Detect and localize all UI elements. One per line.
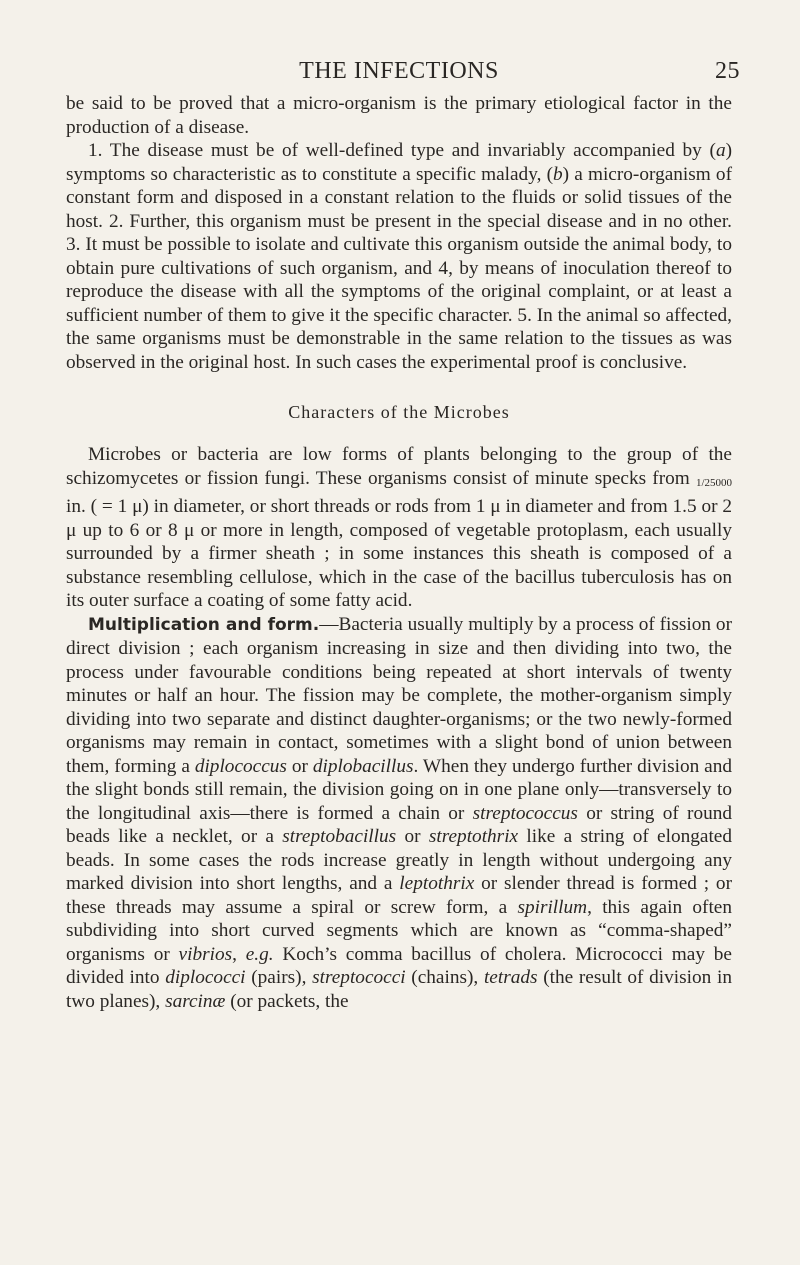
fraction-25000: 1/25000	[695, 476, 732, 489]
body-text	[66, 92, 732, 1013]
paragraph-postulates: 1. The disease must be of well-defined type and invariably accompanied by (a) symptoms so characteristic as to constitute a specific malady, (b) a micro-organism of constant form and disposed in a constant relation to the fluids or solid tissues of the host. 2. Further, this organism must be present in the special disease and in no other. 3. It must be possible to isolate and cultivate this organism outside the animal body, to obtain pure cultivations of such organism, and 4, by means of inoculation thereof to reproduce the disease with all the symptoms of the original complaint, or at least a sufficient number of them to give it the specific character. 5. In the animal so affected, the same organisms must be demonstrable in the same relation to the tissues as was observed in the original host. In such cases the experimental proof is conclusive.	[66, 140, 732, 373]
book-page	[66, 58, 740, 1013]
paragraph-continuation: be said to be proved that a micro-organism is the primary etiological factor in the production of a disease.	[66, 93, 732, 138]
run-in-heading: Multiplication and form.	[88, 614, 320, 635]
running-head	[66, 58, 740, 92]
paragraph-multiplication: Multiplication and form.—Bacteria usually multiply by a process of fission or direct division ; each organism increasing in size and then dividing into two, the process under favourable conditions being repeated at short intervals of twenty minutes or half an hour. The fission may be complete, the mother-organism simply dividing into two separate and distinct daughter-organisms; or the two newly-formed organisms may remain in contact, sometimes with a slight bond of union between them, forming a diplococcus or diplobacillus. When they undergo further division and the slight bonds still remain, the division going on in one plane only—transversely to the longitudinal axis—there is formed a chain or streptococcus or string of round beads like a necklet, or a streptobacillus or streptothrix like a string of elongated beads. In some cases the rods increase greatly in length without undergoing any marked division into short lengths, and a leptothrix or slender thread is formed ; or these threads may assume a spiral or screw form, a spirillum, this again often subdividing into short curved segments which are known as “comma-shaped” organisms or vibrios, e.g. Koch’s comma bacillus of cholera. Micrococci may be divided into diplococci (pairs), streptococci (chains), tetrads (the result of division in two planes), sarcinæ (or packets, the	[66, 613, 733, 1012]
running-head-title: THE INFECTIONS	[299, 58, 499, 84]
paragraph-microbes: Microbes or bacteria are low forms of plants belonging to the group of the schizomycetes or fission fungi. These organisms consist of minute specks from 1/25000 in. ( = 1 μ) in diameter, or short threads or rods from 1 μ in diameter and from 1.5 or 2 μ up to 6 or 8 μ or more in length, composed of vegetable protoplasm, each usually surrounded by a firmer sheath ; in some instances this sheath is composed of a substance resembling cellulose, which in the case of the bacillus tuberculosis has on its outer surface a coating of some fatty acid.	[66, 444, 732, 611]
section-heading: Characters of the Microbes	[288, 402, 510, 422]
page-number: 25	[715, 58, 740, 84]
